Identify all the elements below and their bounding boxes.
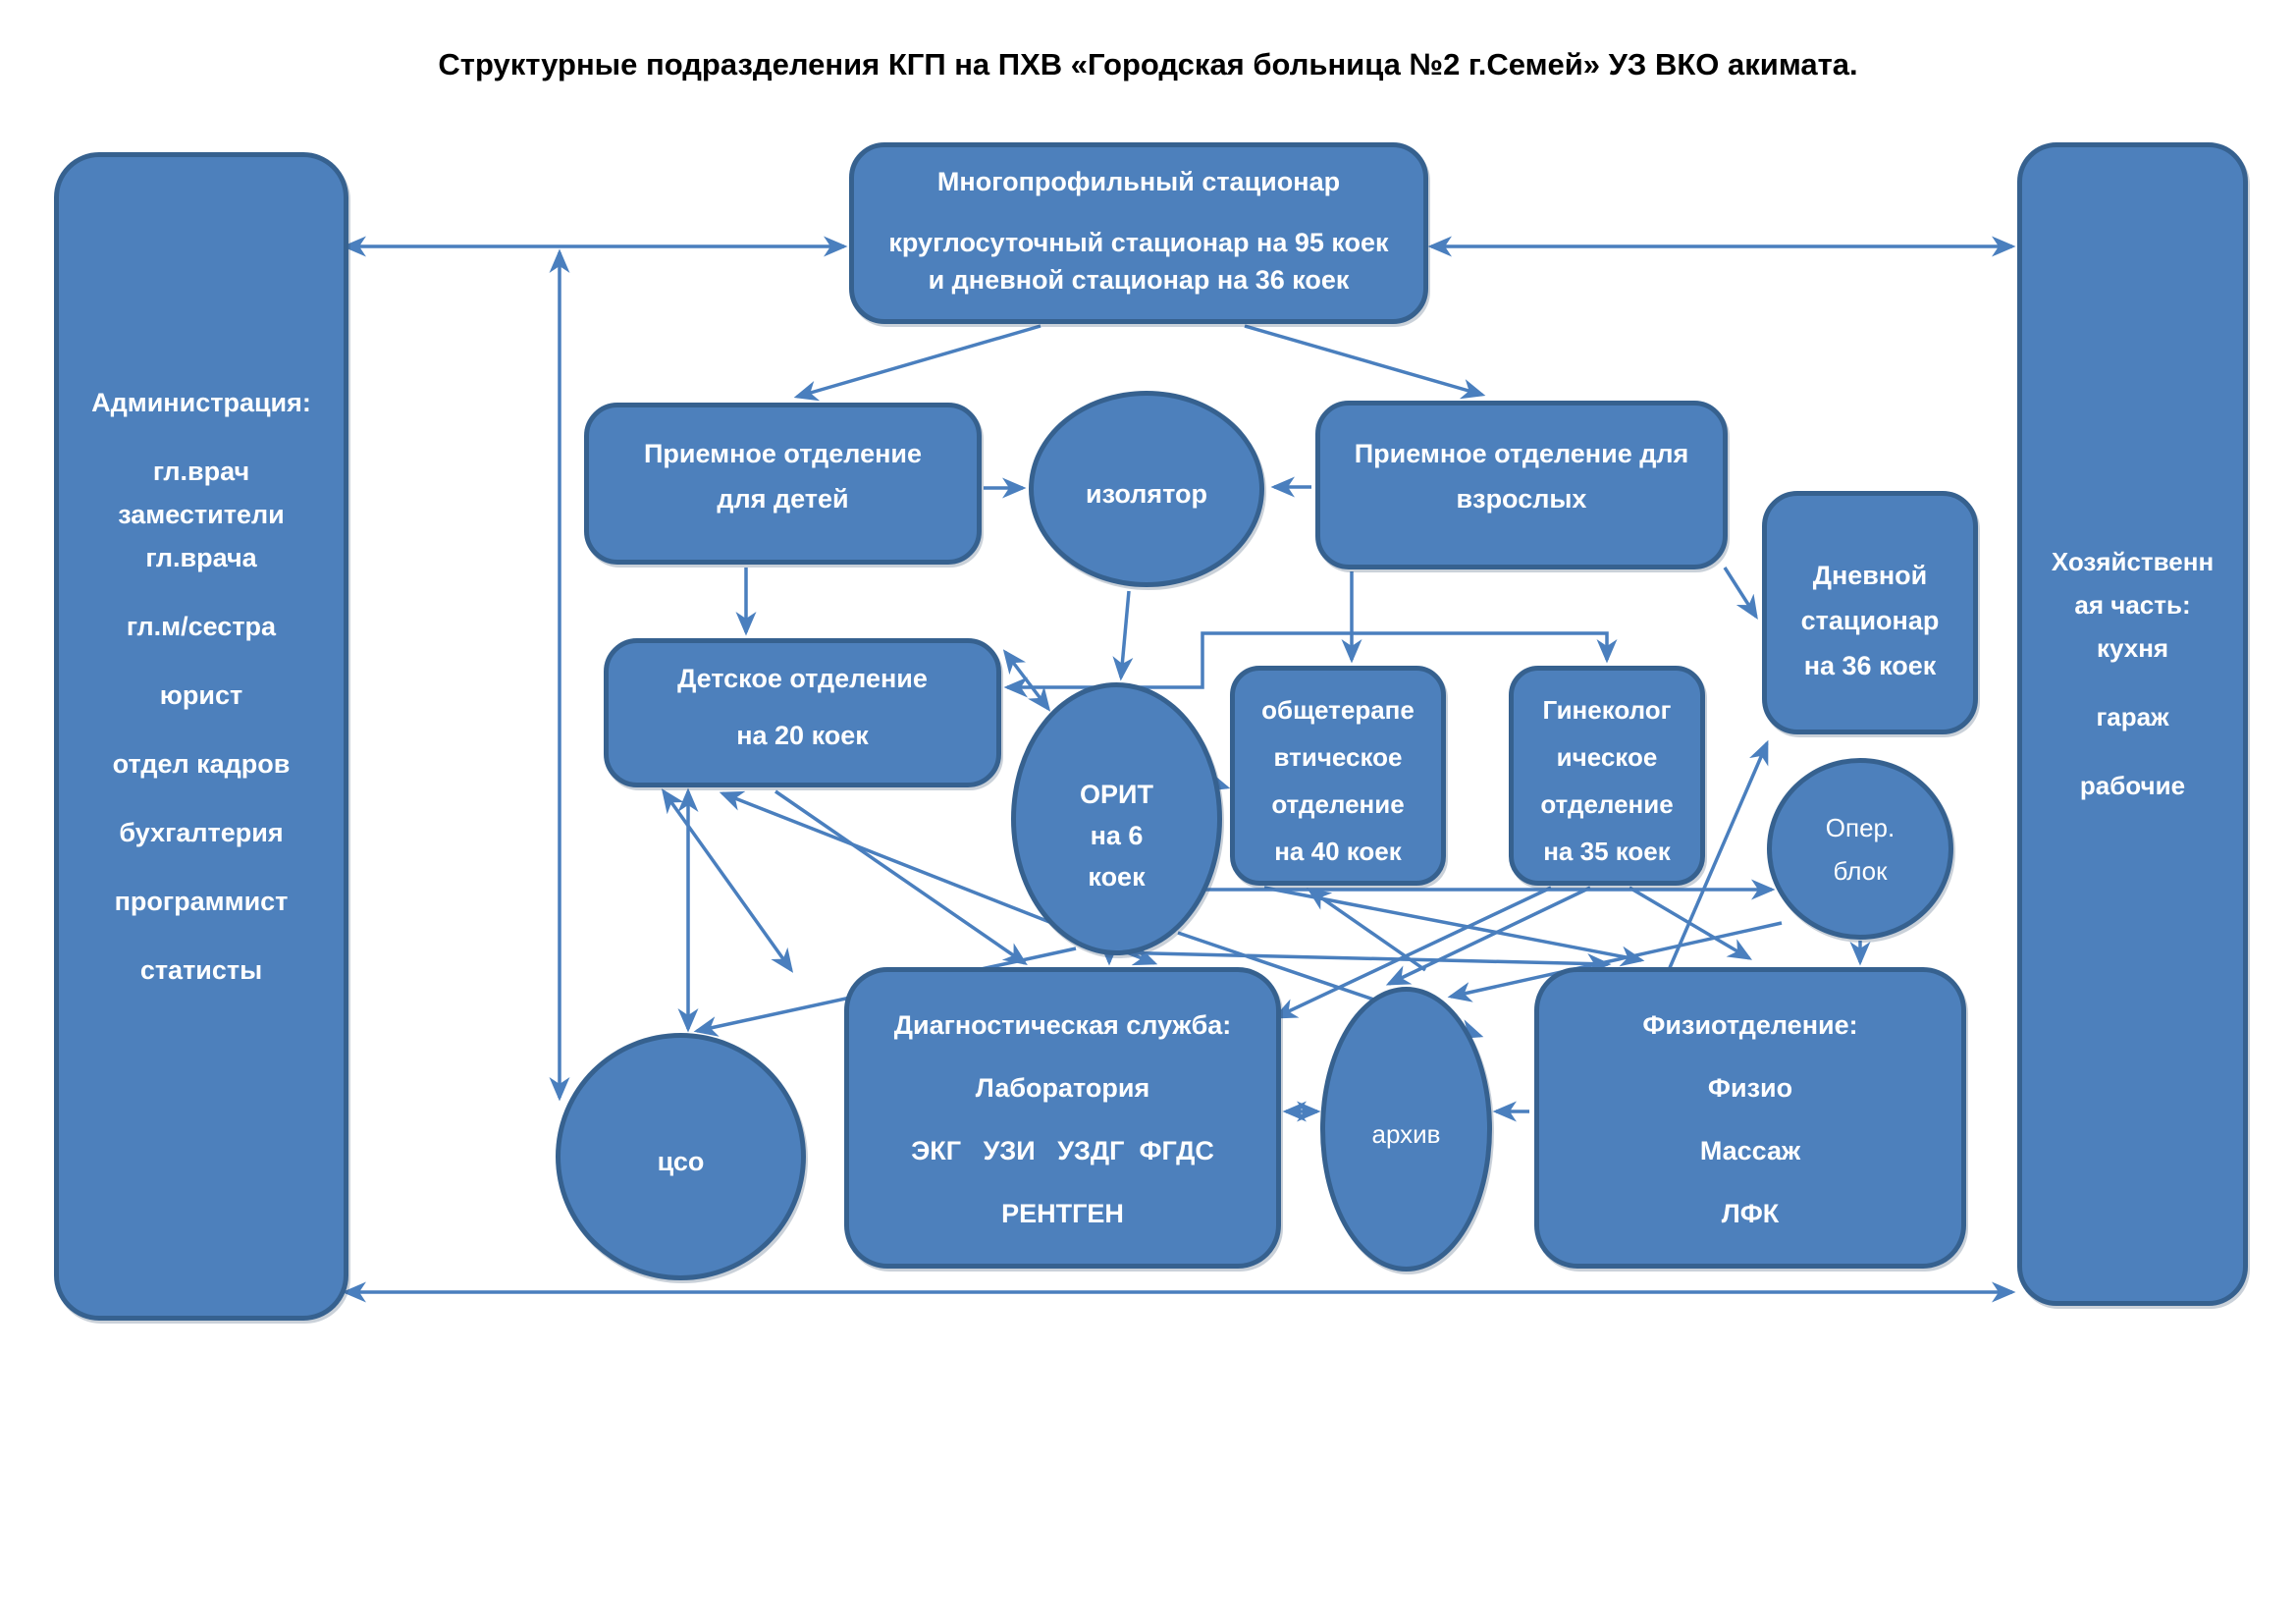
main-hospital-box-text: и дневной стационар на 36 коек bbox=[928, 265, 1350, 295]
therapy-dept-box-text: на 40 коек bbox=[1274, 837, 1402, 866]
oper-block-ellipse bbox=[1767, 758, 1953, 940]
admin-sidebar-text bbox=[59, 785, 344, 811]
hospital-to-kids-reception-arrow bbox=[797, 326, 1041, 397]
econ-sidebar-text bbox=[2022, 670, 2243, 695]
day-hospital-box-text: на 36 коек bbox=[1803, 651, 1937, 680]
kids-dept-to-diagnostics-arrow-1 bbox=[664, 791, 791, 970]
archive-ellipse-text: архив bbox=[1371, 1119, 1441, 1149]
day-hospital-box-text: стационар bbox=[1800, 606, 1940, 635]
admin-sidebar-text: программист bbox=[114, 887, 289, 916]
admin-sidebar bbox=[54, 152, 348, 1321]
diagram-title: Структурные подразделения КГП на ПХВ «Городская больница №2 г.Семей» УЗ ВКО акимата. bbox=[438, 47, 1858, 81]
kids-dept-to-diagnostics-arrow-3 bbox=[775, 791, 1025, 963]
cso-ellipse-text: цсо bbox=[657, 1147, 705, 1176]
econ-sidebar-text bbox=[2022, 738, 2243, 764]
physio-box-text: Физио bbox=[1707, 1073, 1793, 1103]
adults-reception-box bbox=[1315, 401, 1728, 569]
diagnostics-box-text: Диагностическая служба: bbox=[893, 1010, 1232, 1040]
orit-ellipse bbox=[1011, 682, 1222, 955]
kids-dept-box bbox=[604, 638, 1001, 787]
econ-sidebar-text: рабочие bbox=[2079, 771, 2186, 800]
admin-sidebar-text: гл.врача bbox=[145, 543, 257, 572]
orit-to-physio-arrow bbox=[1109, 952, 1608, 964]
physio-box-text: ЛФК bbox=[1721, 1199, 1780, 1228]
therapy-dept-box bbox=[1230, 666, 1446, 886]
admin-sidebar-text: бухгалтерия bbox=[119, 818, 284, 847]
main-hospital-box-text: Многопрофильный стационар bbox=[936, 167, 1341, 196]
econ-sidebar-text: гараж bbox=[2096, 702, 2169, 731]
cso-ellipse bbox=[556, 1033, 806, 1280]
diagnostics-box bbox=[844, 967, 1281, 1269]
day-hospital-box-text: Дневной bbox=[1812, 561, 1928, 590]
main-hospital-box bbox=[849, 142, 1428, 324]
gyn-to-physio-arrow bbox=[1629, 888, 1749, 958]
diagnostics-box-text: ЭКГ УЗИ УЗДГ ФГДС bbox=[911, 1136, 1214, 1165]
isolator-to-orit-arrow bbox=[1121, 591, 1129, 677]
adults-reception-box-text: Приемное отделение для bbox=[1354, 439, 1689, 468]
hospital-to-adults-reception-arrow bbox=[1245, 326, 1482, 395]
kids-dept-to-orit-arrow bbox=[1005, 652, 1048, 709]
admin-sidebar-text bbox=[59, 424, 344, 450]
kids-reception-box-text: Приемное отделение bbox=[643, 439, 923, 468]
econ-sidebar-text: кухня bbox=[2096, 633, 2169, 663]
orit-ellipse-text: ОРИТ bbox=[1080, 780, 1153, 809]
admin-sidebar-text: статисты bbox=[139, 955, 263, 985]
admin-sidebar-text: Администрация: bbox=[91, 388, 311, 417]
oper-block-ellipse-text: Опер. bbox=[1825, 813, 1896, 842]
diagnostics-box-text: Лаборатория bbox=[975, 1073, 1150, 1103]
adults-reception-to-day-hospital-arrow bbox=[1725, 568, 1756, 617]
kids-reception-box-text: для детей bbox=[717, 484, 849, 514]
gyn-dept-box-text: ическое bbox=[1556, 742, 1658, 772]
gyn-dept-box-text: Гинеколог bbox=[1542, 695, 1672, 725]
admin-sidebar-text: гл.м/сестра bbox=[126, 612, 277, 641]
oper-block-ellipse-text: блок bbox=[1833, 856, 1888, 886]
physio-box-text: Массаж bbox=[1699, 1136, 1801, 1165]
day-hospital-box bbox=[1762, 491, 1978, 734]
orit-ellipse-text: на 6 bbox=[1090, 821, 1144, 850]
admin-sidebar-text: отдел кадров bbox=[112, 749, 291, 779]
kids-dept-box-text: Детское отделение bbox=[677, 664, 928, 693]
main-hospital-box-text bbox=[854, 200, 1423, 224]
gyn-to-archive-arrow bbox=[1389, 888, 1590, 984]
main-hospital-box-text: круглосуточный стационар на 95 коек bbox=[888, 228, 1389, 257]
gyn-dept-box-text: отделение bbox=[1540, 789, 1674, 819]
gyn-dept-box bbox=[1509, 666, 1705, 886]
admin-sidebar-text bbox=[59, 579, 344, 605]
physio-box-text: Физиотделение: bbox=[1642, 1010, 1858, 1040]
therapy-dept-box-text: общетерапе bbox=[1261, 695, 1415, 725]
admin-sidebar-text bbox=[59, 923, 344, 948]
admin-sidebar-text bbox=[59, 648, 344, 674]
econ-sidebar-text: Хозяйственн bbox=[2051, 547, 2215, 576]
orit-ellipse-text: коек bbox=[1088, 862, 1146, 892]
isolator-ellipse-text: изолятор bbox=[1086, 479, 1207, 509]
kids-reception-box bbox=[584, 403, 982, 565]
admin-sidebar-text bbox=[59, 854, 344, 880]
diagnostics-box-text: РЕНТГЕН bbox=[1001, 1199, 1124, 1228]
therapy-dept-box-text: втическое bbox=[1273, 742, 1403, 772]
physio-box bbox=[1534, 967, 1966, 1269]
archive-ellipse bbox=[1320, 987, 1492, 1272]
kids-dept-box-text: на 20 коек bbox=[736, 721, 869, 750]
therapy-dept-box-text: отделение bbox=[1271, 789, 1405, 819]
adults-reception-box-text: взрослых bbox=[1456, 484, 1587, 514]
admin-sidebar-text: юрист bbox=[159, 680, 243, 710]
isolator-ellipse bbox=[1029, 391, 1264, 587]
econ-sidebar bbox=[2017, 142, 2248, 1306]
gyn-dept-box-text: на 35 коек bbox=[1543, 837, 1671, 866]
admin-sidebar-text: заместители bbox=[118, 500, 285, 529]
admin-sidebar-text: гл.врач bbox=[152, 457, 250, 486]
econ-sidebar-text: ая часть: bbox=[2074, 590, 2191, 620]
kids-dept-box-text bbox=[609, 698, 996, 716]
admin-sidebar-text bbox=[59, 717, 344, 742]
